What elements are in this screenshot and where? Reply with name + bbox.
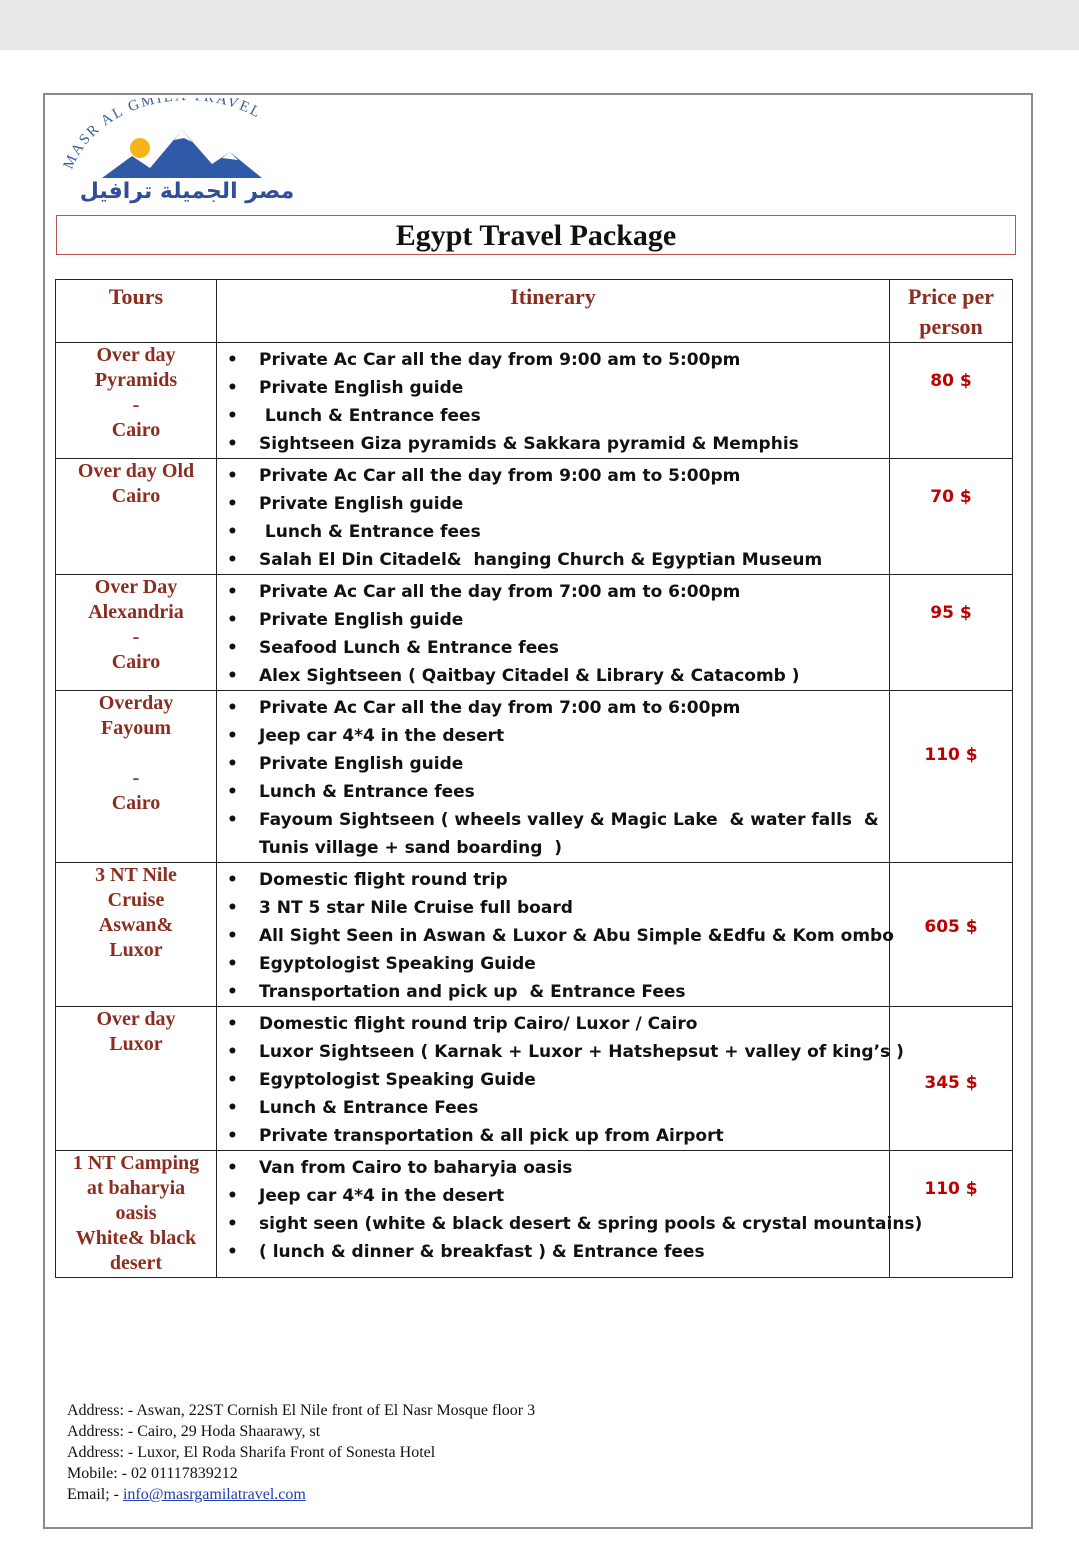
tour-name-line: Aswan&	[98, 914, 174, 936]
table-row	[56, 343, 1013, 459]
header-price-line2: person	[919, 314, 983, 339]
itinerary-item: • Salah El Din Citadel& hanging Church & Egyptian Museum	[217, 546, 889, 574]
itinerary-item: Tunis village + sand boarding )	[259, 838, 562, 858]
itinerary-item: • Private Ac Car all the day from 9:00 am to 5:00pm	[217, 346, 889, 374]
itinerary-item: • Private Ac Car all the day from 7:00 am to 6:00pm	[217, 578, 889, 606]
itinerary-item: • Seafood Lunch & Entrance fees	[217, 634, 889, 662]
tour-name-line	[56, 741, 216, 766]
itinerary-item: • ( lunch & dinner & breakfast ) & Entrance fees	[217, 1238, 889, 1266]
company-logo	[62, 98, 312, 210]
tour-name-line: at baharyia	[86, 1177, 186, 1199]
logo-arabic-text: مصر الجميلة ترافيل	[79, 179, 295, 204]
footer-contact	[67, 1400, 535, 1505]
itinerary-item: • Lunch & Entrance Fees	[217, 1094, 889, 1122]
header-tours: Tours	[56, 280, 217, 343]
price-cell: 110 $	[890, 1151, 1013, 1278]
header-price-line1: Price per	[907, 284, 995, 309]
package-table	[55, 279, 1013, 1278]
itinerary-item: • Jeep car 4*4 in the desert	[217, 722, 889, 750]
itinerary-item: • Transportation and pick up & Entrance Fees	[217, 978, 889, 1006]
itinerary-item: • Jeep car 4*4 in the desert	[217, 1182, 889, 1210]
tour-name-line: Over day	[96, 1008, 176, 1030]
tour-name-line: Over day	[96, 344, 176, 366]
itinerary-item: • Private Ac Car all the day from 9:00 am to 5:00pm	[217, 462, 889, 490]
address-luxor: Address: - Luxor, El Roda Sharifa Front of Sonesta Hotel	[67, 1444, 436, 1461]
table-header-row	[56, 280, 1013, 343]
price-cell: 345 $	[890, 1007, 1013, 1151]
viewer-top-bar	[0, 0, 1079, 50]
itinerary-item: • Private transportation & all pick up from Airport	[217, 1122, 889, 1150]
table-row	[56, 459, 1013, 575]
itinerary-cell	[217, 691, 890, 863]
email-line	[67, 1484, 535, 1505]
itinerary-cell	[217, 1007, 904, 1151]
tour-name-line: -	[132, 394, 140, 416]
itinerary-item: • Sightseen Giza pyramids & Sakkara pyramid & Memphis	[217, 430, 889, 458]
tour-name-line: 3 NT Nile	[95, 864, 177, 886]
itinerary-item: • Private English guide	[217, 490, 889, 518]
tour-name-line: Cairo	[111, 485, 161, 507]
mobile-number: Mobile: - 02 01117839212	[67, 1465, 238, 1482]
itinerary-cell	[217, 1151, 923, 1278]
address-cairo: Address: - Cairo, 29 Hoda Shaarawy, st	[67, 1423, 321, 1440]
tour-name-line: Overday	[98, 692, 174, 714]
itinerary-cell	[217, 343, 890, 459]
tour-name-line: desert	[109, 1252, 163, 1274]
tour-name-line: 1 NT Camping	[72, 1152, 200, 1174]
tour-name-line: -	[132, 767, 140, 789]
itinerary-item: • Van from Cairo to baharyia oasis	[217, 1154, 889, 1182]
tour-name-line: Fayoum	[101, 717, 171, 739]
tour-name-cell	[56, 863, 217, 1007]
price-cell: 80 $	[890, 343, 1013, 459]
tour-name-line: White& black	[75, 1227, 197, 1249]
table-row	[56, 691, 1013, 863]
tour-name-cell	[56, 1007, 217, 1151]
tour-name-cell	[56, 691, 217, 863]
tour-name-line: Pyramids	[94, 369, 178, 391]
itinerary-item: • Domestic flight round trip	[217, 866, 889, 894]
itinerary-item: • Alex Sightseen ( Qaitbay Citadel & Library & Catacomb )	[217, 662, 889, 690]
address-aswan: Address: - Aswan, 22ST Cornish El Nile front of El Nasr Mosque floor 3	[67, 1402, 536, 1419]
header-itinerary: Itinerary	[217, 280, 890, 343]
itinerary-item: • Lunch & Entrance fees	[217, 518, 889, 546]
tour-name-line: Cairo	[111, 651, 161, 673]
tour-name-cell	[56, 1151, 217, 1278]
tour-name-line: Over day Old	[77, 460, 195, 482]
tour-name-line: Alexandria	[88, 601, 184, 623]
price-cell: 110 $	[890, 691, 1013, 863]
itinerary-item: • Lunch & Entrance fees	[217, 402, 889, 430]
email-link[interactable]: info@masrgamilatravel.com	[122, 1486, 306, 1503]
tour-name-line: Luxor	[109, 1033, 163, 1055]
itinerary-item: • Private Ac Car all the day from 7:00 am to 6:00pm	[217, 694, 889, 722]
email-label: Email; -	[67, 1486, 123, 1503]
tour-name-line: -	[132, 626, 140, 648]
itinerary-item: • sight seen (white & black desert & spring pools & crystal mountains)	[217, 1210, 889, 1238]
itinerary-item: • Luxor Sightseen ( Karnak + Luxor + Hatshepsut + valley of king’s )	[217, 1038, 889, 1066]
price-cell: 70 $	[890, 459, 1013, 575]
header-price	[890, 280, 1013, 343]
table-row	[56, 1007, 1013, 1151]
tour-name-cell	[56, 343, 217, 459]
tour-name-line: Luxor	[109, 939, 163, 961]
logo-latin-text: MASR AL GMI AVEL	[62, 98, 265, 172]
tour-name-cell	[56, 459, 217, 575]
table-row	[56, 863, 1013, 1007]
itinerary-cell	[217, 863, 894, 1007]
price-cell: 605 $	[890, 863, 1013, 1007]
table-row	[56, 1151, 1013, 1278]
itinerary-item: • Private English guide	[217, 606, 889, 634]
itinerary-item: • Egyptologist Speaking Guide	[217, 950, 889, 978]
title-box	[56, 215, 1016, 255]
itinerary-item: • Fayoum Sightseen ( wheels valley & Magic Lake & water falls &	[217, 806, 889, 834]
itinerary-cell	[217, 459, 890, 575]
itinerary-item: • All Sight Seen in Aswan & Luxor & Abu Simple &Edfu & Kom ombo	[217, 922, 889, 950]
itinerary-item: • Private English guide	[217, 374, 889, 402]
tour-name-line: Cairo	[111, 792, 161, 814]
itinerary-item: • Private English guide	[217, 750, 889, 778]
tour-name-line: Over Day	[94, 576, 178, 598]
page-title: Egypt Travel Package	[395, 219, 677, 252]
itinerary-item: • Domestic flight round trip Cairo/ Luxor / Cairo	[217, 1010, 889, 1038]
itinerary-cell	[217, 575, 890, 691]
tour-name-cell	[56, 575, 217, 691]
itinerary-item: • Lunch & Entrance fees	[217, 778, 889, 806]
price-cell: 95 $	[890, 575, 1013, 691]
tour-name-line: Cruise	[107, 889, 165, 911]
table-row	[56, 575, 1013, 691]
itinerary-item: • Egyptologist Speaking Guide	[217, 1066, 889, 1094]
tour-name-line: oasis	[115, 1202, 157, 1224]
itinerary-item: • 3 NT 5 star Nile Cruise full board	[217, 894, 889, 922]
tour-name-line: Cairo	[111, 419, 161, 441]
